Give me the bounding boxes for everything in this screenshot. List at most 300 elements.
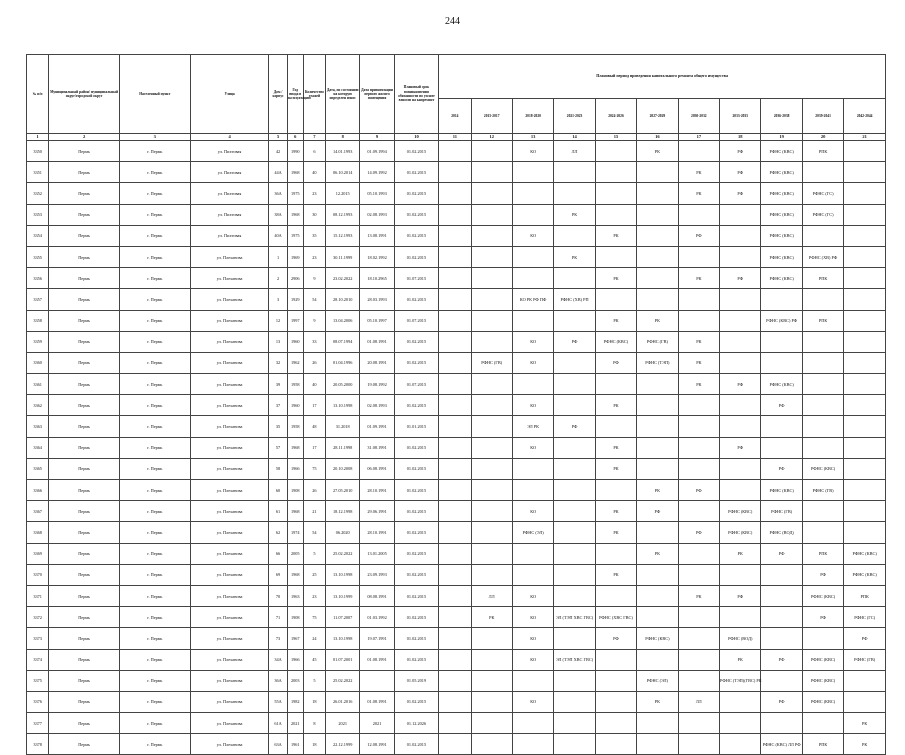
period-cell — [761, 289, 802, 310]
table-cell: 01.02.2015 — [394, 162, 438, 183]
period-cell — [439, 374, 471, 395]
period-cell: РФ — [802, 607, 843, 628]
table-cell: Пермь — [49, 289, 120, 310]
period-cell — [595, 141, 636, 162]
table-cell: 23.09.1993 — [360, 564, 394, 585]
table-cell: 28.10.1991 — [360, 480, 394, 501]
period-cell — [802, 374, 843, 395]
table-cell: 3355 — [27, 246, 49, 267]
period-cell — [678, 395, 719, 416]
period-cell — [554, 522, 595, 543]
table-cell: 01.02.2015 — [394, 607, 438, 628]
period-cell: РК — [595, 395, 636, 416]
table-cell: 2906 — [287, 268, 303, 289]
period-cell — [678, 310, 719, 331]
header-period: 2042-2044 — [844, 99, 886, 134]
period-cell: РК — [678, 183, 719, 204]
period-cell — [844, 458, 886, 479]
period-cell — [439, 480, 471, 501]
period-cell — [844, 289, 886, 310]
header-payment-date: Плановый срок возникновения обязанности по уплате взносов на капремонт — [394, 55, 438, 134]
column-number: 2 — [49, 134, 120, 141]
period-cell — [637, 246, 678, 267]
period-cell — [439, 501, 471, 522]
table-row — [27, 628, 886, 649]
table-cell: 3363 — [27, 416, 49, 437]
period-cell — [802, 501, 843, 522]
period-cell — [720, 564, 761, 585]
period-cell — [802, 162, 843, 183]
period-cell — [720, 734, 761, 755]
table-cell: Пермь — [49, 268, 120, 289]
period-cell — [471, 543, 512, 564]
table-cell: ул. Плеханова — [190, 246, 269, 267]
table-cell: 22.12.1999 — [326, 734, 360, 755]
table-cell: ул. Плеханова — [190, 628, 269, 649]
table-cell: г. Пермь — [119, 246, 190, 267]
table-cell: ул. Пихтовая — [190, 162, 269, 183]
period-cell: РК — [678, 268, 719, 289]
period-cell: РФ — [720, 183, 761, 204]
table-cell: 35 — [269, 416, 287, 437]
table-cell: 3350 — [27, 141, 49, 162]
table-cell: 63А — [269, 734, 287, 755]
period-cell: РК — [595, 268, 636, 289]
table-cell: ул. Плеханова — [190, 607, 269, 628]
period-cell: РФНС (ГВ) — [471, 352, 512, 373]
table-cell: ул. Плеханова — [190, 501, 269, 522]
table-cell: г. Пермь — [119, 670, 190, 691]
table-cell: 3375 — [27, 670, 49, 691]
table-cell: 01.02.2015 — [394, 501, 438, 522]
period-cell: РФ — [678, 225, 719, 246]
period-cell: ЭЛ (ТЭП ХВС ГВС) — [554, 649, 595, 670]
table-cell: 25.02.2022 — [326, 543, 360, 564]
column-number: 10 — [394, 134, 438, 141]
period-cell — [439, 564, 471, 585]
period-cell: КО РК РФ ПФ — [512, 289, 553, 310]
period-cell — [802, 395, 843, 416]
table-cell: 2 — [269, 268, 287, 289]
period-cell — [844, 437, 886, 458]
period-cell — [471, 480, 512, 501]
period-cell: РФНС (КВС) — [844, 543, 886, 564]
period-cell — [471, 289, 512, 310]
period-cell: РФНС (КВС) РФ — [761, 310, 802, 331]
period-cell — [678, 204, 719, 225]
period-cell — [595, 713, 636, 734]
period-cell — [512, 204, 553, 225]
period-cell: РФНС (ЭЛ) — [637, 670, 678, 691]
period-cell: РК — [595, 564, 636, 585]
column-number: 14 — [554, 134, 595, 141]
period-cell — [554, 734, 595, 755]
period-cell — [439, 691, 471, 712]
table-cell: Пермь — [49, 607, 120, 628]
table-cell: г. Пермь — [119, 289, 190, 310]
period-cell — [637, 564, 678, 585]
table-cell: 45 — [303, 649, 325, 670]
table-cell: 1958 — [287, 416, 303, 437]
period-cell — [637, 374, 678, 395]
table-cell: 1960 — [287, 331, 303, 352]
column-number: 4 — [190, 134, 269, 141]
table-cell: 14.09.1992 — [360, 162, 394, 183]
table-cell: 01.02.2015 — [394, 331, 438, 352]
period-cell: РФНС (КВС) — [761, 480, 802, 501]
table-cell: г. Пермь — [119, 268, 190, 289]
table-cell: 17 — [303, 395, 325, 416]
table-cell: Пермь — [49, 416, 120, 437]
period-cell — [637, 183, 678, 204]
period-cell — [471, 501, 512, 522]
period-cell — [844, 204, 886, 225]
period-cell: РФ — [761, 395, 802, 416]
table-cell: 01.02.2015 — [394, 437, 438, 458]
table-cell: 3353 — [27, 204, 49, 225]
table-cell: 54 — [303, 522, 325, 543]
table-cell: г. Пермь — [119, 564, 190, 585]
period-cell — [844, 480, 886, 501]
period-cell — [471, 713, 512, 734]
period-cell: РК — [844, 734, 886, 755]
table-cell: 3377 — [27, 713, 49, 734]
period-cell — [761, 628, 802, 649]
table-cell: 01.08.1991 — [360, 331, 394, 352]
table-cell: ул. Плеханова — [190, 480, 269, 501]
table-cell: 01.02.2015 — [394, 691, 438, 712]
period-cell — [512, 713, 553, 734]
period-cell — [439, 628, 471, 649]
table-cell: 3356 — [27, 268, 49, 289]
period-cell — [512, 162, 553, 183]
table-cell: 3371 — [27, 585, 49, 606]
header-period: 2036-2038 — [761, 99, 802, 134]
period-cell — [439, 649, 471, 670]
table-cell: 1958 — [287, 374, 303, 395]
table-cell: 21 — [303, 501, 325, 522]
period-cell — [439, 310, 471, 331]
table-cell: г. Пермь — [119, 204, 190, 225]
table-cell: г. Пермь — [119, 649, 190, 670]
period-cell: КО — [512, 649, 553, 670]
period-cell — [554, 691, 595, 712]
period-cell — [471, 225, 512, 246]
period-cell — [720, 204, 761, 225]
table-cell: г. Пермь — [119, 183, 190, 204]
table-cell: ул. Плеханова — [190, 734, 269, 755]
period-cell: РФ — [595, 628, 636, 649]
period-cell — [844, 246, 886, 267]
table-cell: 55А — [269, 691, 287, 712]
table-cell: г. Пермь — [119, 458, 190, 479]
table-cell: 01.07.2015 — [394, 268, 438, 289]
period-cell — [844, 501, 886, 522]
table-row — [27, 416, 886, 437]
table-cell: 12.2015 — [326, 183, 360, 204]
period-cell — [844, 225, 886, 246]
period-cell — [678, 713, 719, 734]
period-cell — [512, 268, 553, 289]
period-cell — [844, 183, 886, 204]
period-cell: РФ — [554, 331, 595, 352]
column-number: 20 — [802, 134, 843, 141]
table-cell: 01.09.1994 — [360, 141, 394, 162]
period-cell — [554, 268, 595, 289]
table-cell: 3358 — [27, 310, 49, 331]
period-cell — [844, 522, 886, 543]
period-cell: РФ — [720, 162, 761, 183]
table-row — [27, 437, 886, 458]
table-cell: 20.05.2000 — [326, 374, 360, 395]
table-cell: 1961 — [287, 734, 303, 755]
table-cell: 3364 — [27, 437, 49, 458]
table-cell: 1997 — [287, 310, 303, 331]
table-cell: 1975 — [287, 183, 303, 204]
column-number: 18 — [720, 134, 761, 141]
table-cell: 1966 — [287, 649, 303, 670]
period-cell: РФ — [554, 416, 595, 437]
table-cell: 30.11.1999 — [326, 246, 360, 267]
table-cell: Пермь — [49, 564, 120, 585]
period-cell: РФНС (ГВ) — [637, 331, 678, 352]
period-cell: РФНС (КВС) — [761, 204, 802, 225]
period-cell: РФ — [637, 501, 678, 522]
table-cell: 54 — [303, 289, 325, 310]
period-cell — [720, 458, 761, 479]
period-cell — [761, 437, 802, 458]
period-cell — [512, 374, 553, 395]
table-cell: 01.02.2015 — [394, 458, 438, 479]
table-cell: 1968 — [287, 564, 303, 585]
table-cell: 01.07.2015 — [394, 374, 438, 395]
header-period: 2015-2017 — [471, 99, 512, 134]
column-number: 6 — [287, 134, 303, 141]
table-cell: ул. Плеханова — [190, 691, 269, 712]
table-cell: 15.12.1993 — [326, 225, 360, 246]
table-cell: ул. Плеханова — [190, 585, 269, 606]
table-cell: 37 — [269, 395, 287, 416]
table-cell: 01.02.2015 — [394, 183, 438, 204]
period-cell — [844, 395, 886, 416]
period-cell: КО — [512, 607, 553, 628]
period-cell: КО — [512, 691, 553, 712]
table-cell: 2021 — [287, 713, 303, 734]
column-number: 11 — [439, 134, 471, 141]
table-cell: 25 — [303, 564, 325, 585]
period-cell: РК — [554, 246, 595, 267]
period-cell — [637, 607, 678, 628]
period-cell: РК — [595, 310, 636, 331]
table-cell: 18 — [303, 734, 325, 755]
table-cell: 3362 — [27, 395, 49, 416]
table-cell: 08.08.1991 — [360, 585, 394, 606]
table-cell: 13.08.1991 — [360, 225, 394, 246]
table-cell: 01.02.2015 — [394, 204, 438, 225]
period-cell: РК — [595, 225, 636, 246]
table-row — [27, 649, 886, 670]
period-cell — [439, 458, 471, 479]
period-cell: РФНС (КВС) — [761, 183, 802, 204]
period-cell — [761, 585, 802, 606]
table-cell: 23.02.2022 — [326, 268, 360, 289]
table-cell: г. Пермь — [119, 585, 190, 606]
table-cell: г. Пермь — [119, 395, 190, 416]
period-cell — [637, 649, 678, 670]
table-cell: 30 — [303, 204, 325, 225]
table-cell: г. Пермь — [119, 141, 190, 162]
period-cell — [844, 310, 886, 331]
period-cell — [439, 585, 471, 606]
table-cell: Пермь — [49, 395, 120, 416]
table-cell: 19.08.1992 — [360, 374, 394, 395]
table-row — [27, 395, 886, 416]
table-cell: ул. Плеханова — [190, 395, 269, 416]
period-cell — [471, 162, 512, 183]
period-cell — [439, 204, 471, 225]
period-cell: РПК — [802, 268, 843, 289]
table-cell: 18.02.1992 — [360, 246, 394, 267]
table-row — [27, 331, 886, 352]
period-cell — [637, 416, 678, 437]
period-cell — [439, 352, 471, 373]
period-cell — [471, 183, 512, 204]
period-cell — [637, 713, 678, 734]
table-cell: 06.08.1991 — [360, 458, 394, 479]
table-cell: 71 — [269, 607, 287, 628]
period-cell — [439, 225, 471, 246]
table-cell: 75 — [303, 607, 325, 628]
period-cell: РФ — [720, 437, 761, 458]
column-number: 16 — [637, 134, 678, 141]
period-cell — [439, 395, 471, 416]
column-number: 7 — [303, 134, 325, 141]
table-cell: 26 — [303, 480, 325, 501]
capital-repair-table — [26, 54, 886, 755]
period-cell — [595, 543, 636, 564]
table-cell: ул. Плеханова — [190, 543, 269, 564]
table-cell: 01.02.2015 — [394, 649, 438, 670]
period-cell: РК — [637, 310, 678, 331]
period-cell: РК — [678, 162, 719, 183]
period-cell — [554, 543, 595, 564]
header-period: 2018-2020 — [512, 99, 553, 134]
period-cell — [678, 501, 719, 522]
table-row — [27, 204, 886, 225]
table-cell: г. Пермь — [119, 162, 190, 183]
period-cell — [554, 395, 595, 416]
period-cell: РФНС (ХВ) РП — [554, 289, 595, 310]
period-cell: ЛЛ — [471, 585, 512, 606]
table-cell: 36А — [269, 670, 287, 691]
table-cell: г. Пермь — [119, 607, 190, 628]
period-cell: РК — [554, 204, 595, 225]
period-cell: РФНС (КВС) — [844, 564, 886, 585]
table-cell: 01.02.2015 — [394, 522, 438, 543]
period-cell: РФНС (КВС) — [720, 501, 761, 522]
table-cell: 05.10.1997 — [360, 310, 394, 331]
period-cell — [595, 670, 636, 691]
header-period: 2021-2023 — [554, 99, 595, 134]
table-cell: 01.02.2015 — [394, 480, 438, 501]
period-cell — [554, 437, 595, 458]
table-cell: 24 — [303, 628, 325, 649]
period-cell: РФ — [720, 374, 761, 395]
period-cell — [720, 225, 761, 246]
period-cell: РПК — [802, 734, 843, 755]
period-cell: РФНС (КВС) — [761, 374, 802, 395]
period-cell — [554, 310, 595, 331]
period-cell: РФ — [720, 268, 761, 289]
header-period: 2030-2032 — [678, 99, 719, 134]
table-cell: г. Пермь — [119, 310, 190, 331]
header-privatization-date: Дата приватизации первого жилого помещения — [360, 55, 394, 134]
table-cell: 28.10.2010 — [326, 289, 360, 310]
period-cell — [844, 691, 886, 712]
table-cell: 60 — [269, 480, 287, 501]
table-cell: 02.08.1993 — [360, 204, 394, 225]
table-row — [27, 141, 886, 162]
table-cell: 58 — [269, 458, 287, 479]
table-row — [27, 734, 886, 755]
table-cell: 01.01.2015 — [394, 416, 438, 437]
table-cell: 3357 — [27, 289, 49, 310]
table-cell: Пермь — [49, 585, 120, 606]
table-cell: 3359 — [27, 331, 49, 352]
period-cell — [802, 713, 843, 734]
period-cell — [471, 416, 512, 437]
period-cell: РФНС (КВС) — [720, 522, 761, 543]
period-cell: РФНС (КВС) — [761, 141, 802, 162]
table-cell: г. Пермь — [119, 628, 190, 649]
period-cell: РФНС (ХВ) РФ — [802, 246, 843, 267]
period-cell — [439, 713, 471, 734]
period-cell — [678, 416, 719, 437]
table-cell: 48 — [303, 416, 325, 437]
table-row — [27, 543, 886, 564]
period-cell: РФНС (КВС) — [802, 649, 843, 670]
table-cell: Пермь — [49, 352, 120, 373]
table-cell: ул. Плеханова — [190, 289, 269, 310]
period-cell — [439, 246, 471, 267]
period-cell — [637, 585, 678, 606]
table-cell: 3 — [269, 289, 287, 310]
table-cell: ул. Плеханова — [190, 713, 269, 734]
period-cell — [471, 437, 512, 458]
table-cell: 28.03.1993 — [360, 289, 394, 310]
period-cell — [512, 543, 553, 564]
period-cell — [595, 734, 636, 755]
period-cell — [471, 564, 512, 585]
period-cell — [554, 628, 595, 649]
period-cell: РПК — [802, 543, 843, 564]
period-cell — [554, 225, 595, 246]
table-cell: 1982 — [287, 691, 303, 712]
table-row — [27, 670, 886, 691]
period-cell — [844, 162, 886, 183]
period-cell: РФНС (ВОД) — [720, 628, 761, 649]
period-cell — [439, 734, 471, 755]
table-cell: 23 — [303, 183, 325, 204]
table-cell: 23 — [303, 585, 325, 606]
period-cell — [678, 141, 719, 162]
table-cell: ул. Пихтовая — [190, 225, 269, 246]
table-cell: 01.07.2001 — [326, 649, 360, 670]
period-cell — [595, 289, 636, 310]
table-row — [27, 458, 886, 479]
period-cell: РФНС (ВОД) — [761, 522, 802, 543]
table-cell: 1908 — [287, 480, 303, 501]
